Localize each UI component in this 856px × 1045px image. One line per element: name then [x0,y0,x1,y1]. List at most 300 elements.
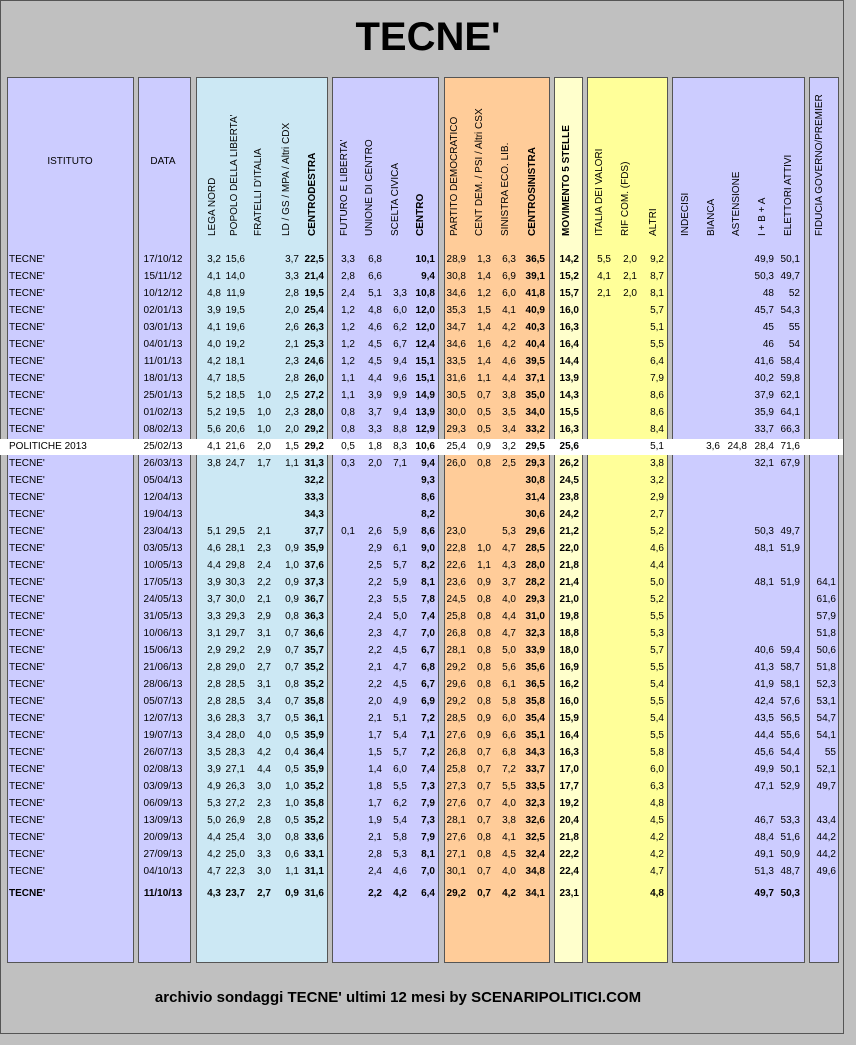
table-row-33-el: 53,3 [780,815,800,826]
table-row-0-ln: 3,2 [207,254,221,265]
table-row-22-ln: 3,1 [207,628,221,639]
table-row-31-cdcsx: 0,7 [477,781,491,792]
table-row-11-sel: 3,2 [502,441,516,452]
table-row-27-m5s: 15,9 [559,713,579,724]
table-row-36-cdx: 31,1 [304,866,324,877]
table-row-latest-sc: 4,2 [393,888,407,899]
table-row-19-data: 17/05/13 [143,577,183,588]
table-row-10-sel: 3,4 [502,424,516,435]
table-row-13-csx: 30,8 [525,475,545,486]
table-row-26-pd: 29,2 [446,696,466,707]
table-row-6-sc: 9,4 [393,356,407,367]
table-row-14-cdx: 33,3 [304,492,324,503]
column-header-cdcsx: CENT DEM. / PSI / Altri CSX [474,108,485,236]
table-row-9-cdcsx: 0,5 [477,407,491,418]
table-row-22-csx: 32,3 [525,628,545,639]
table-row-6-pdl: 18,1 [225,356,245,367]
table-row-35-csx: 32,4 [525,849,545,860]
table-row-1-fli: 2,8 [341,271,355,282]
table-row-30-cdcsx: 0,7 [477,764,491,775]
table-row-32-cdx: 35,8 [304,798,324,809]
table-row-23-fdi: 2,9 [257,645,271,656]
table-row-10-pdl: 20,6 [225,424,245,435]
table-row-28-m5s: 16,4 [559,730,579,741]
table-row-35-iba: 49,1 [754,849,774,860]
table-row-10-ist: TECNE' [9,424,45,435]
table-row-28-centro: 7,1 [421,730,435,741]
table-row-3-csx: 40,9 [525,305,545,316]
table-row-26-sel: 5,8 [502,696,516,707]
table-row-35-centro: 8,1 [421,849,435,860]
table-row-14-altri: 2,9 [650,492,664,503]
table-row-26-cdcsx: 0,8 [477,696,491,707]
table-row-11-el: 71,6 [780,441,800,452]
table-row-20-m5s: 21,0 [559,594,579,605]
table-row-8-udc: 3,9 [368,390,382,401]
table-row-25-centro: 6,7 [421,679,435,690]
column-header-altri: ALTRI [648,208,659,236]
table-row-21-udc: 2,4 [368,611,382,622]
table-row-28-udc: 1,7 [368,730,382,741]
table-row-12-sel: 2,5 [502,458,516,469]
table-row-5-cdx: 25,3 [304,339,324,350]
table-row-25-m5s: 16,2 [559,679,579,690]
table-row-3-cdcsx: 1,5 [477,305,491,316]
table-row-27-centro: 7,2 [421,713,435,724]
table-row-5-pdl: 19,2 [225,339,245,350]
table-row-27-fdi: 3,7 [257,713,271,724]
table-row-5-data: 04/01/13 [143,339,183,350]
table-row-12-iba: 32,1 [754,458,774,469]
table-row-31-pdl: 26,3 [225,781,245,792]
table-row-29-data: 26/07/13 [143,747,183,758]
table-row-11-fdi: 2,0 [257,441,271,452]
table-row-10-fli: 0,8 [341,424,355,435]
table-row-10-centro: 12,9 [415,424,435,435]
table-row-33-cdx: 35,2 [304,815,324,826]
table-row-8-cdcsx: 0,7 [477,390,491,401]
table-row-26-ln: 2,8 [207,696,221,707]
table-row-3-pd: 35,3 [446,305,466,316]
table-row-9-data: 01/02/13 [143,407,183,418]
table-row-6-ldcdx: 2,3 [285,356,299,367]
table-row-15-data: 19/04/13 [143,509,183,520]
table-row-2-cdx: 19,5 [304,288,324,299]
table-row-2-csx: 41,8 [525,288,545,299]
table-row-26-fid: 53,1 [816,696,836,707]
table-row-20-ldcdx: 0,9 [285,594,299,605]
table-row-26-fdi: 3,4 [257,696,271,707]
table-row-24-pd: 29,2 [446,662,466,673]
table-row-21-cdx: 36,3 [304,611,324,622]
table-row-15-centro: 8,2 [421,509,435,520]
table-row-23-m5s: 18,0 [559,645,579,656]
table-row-35-pd: 27,1 [446,849,466,860]
table-row-29-iba: 45,6 [754,747,774,758]
table-row-15-altri: 2,7 [650,509,664,520]
column-header-udc: UNIONE DI CENTRO [364,139,375,236]
table-row-34-ist: TECNE' [9,832,45,843]
table-row-18-altri: 4,4 [650,560,664,571]
table-row-0-rif: 2,0 [623,254,637,265]
table-row-31-el: 52,9 [780,781,800,792]
table-row-21-cdcsx: 0,8 [477,611,491,622]
table-row-6-data: 11/01/13 [143,356,183,367]
table-row-33-fid: 43,4 [816,815,836,826]
column-header-idv: ITALIA DEI VALORI [594,148,605,236]
table-row-13-ist: TECNE' [9,475,45,486]
table-row-22-cdx: 36,6 [304,628,324,639]
table-row-22-ldcdx: 0,7 [285,628,299,639]
table-row-20-fdi: 2,1 [257,594,271,605]
table-row-9-centro: 13,9 [415,407,435,418]
table-row-2-iba: 48 [762,288,774,299]
table-row-4-csx: 40,3 [525,322,545,333]
table-row-30-ldcdx: 0,5 [285,764,299,775]
table-row-9-ldcdx: 2,3 [285,407,299,418]
table-row-0-cdcsx: 1,3 [477,254,491,265]
table-row-6-cdx: 24,6 [304,356,324,367]
table-row-26-cdx: 35,8 [304,696,324,707]
table-row-18-ldcdx: 1,0 [285,560,299,571]
table-row-12-sc: 7,1 [393,458,407,469]
table-row-1-csx: 39,1 [525,271,545,282]
table-row-11-bia: 3,6 [706,441,720,452]
table-row-7-pdl: 18,5 [225,373,245,384]
table-row-latest-el: 50,3 [780,888,800,899]
table-row-5-csx: 40,4 [525,339,545,350]
table-row-latest-csx: 34,1 [525,888,545,899]
table-row-33-pdl: 26,9 [225,815,245,826]
table-row-30-fdi: 4,4 [257,764,271,775]
table-row-27-el: 56,5 [780,713,800,724]
table-row-28-el: 55,6 [780,730,800,741]
table-row-19-csx: 28,2 [525,577,545,588]
table-row-30-data: 02/08/13 [143,764,183,775]
table-row-11-altri: 5,1 [650,441,664,452]
table-row-6-sel: 4,6 [502,356,516,367]
table-row-17-ldcdx: 0,9 [285,543,299,554]
table-row-21-data: 31/05/13 [143,611,183,622]
table-row-9-altri: 8,6 [650,407,664,418]
table-row-32-data: 06/09/13 [143,798,183,809]
table-row-33-centro: 7,3 [421,815,435,826]
table-row-19-m5s: 21,4 [559,577,579,588]
table-row-19-ldcdx: 0,9 [285,577,299,588]
table-row-27-ldcdx: 0,5 [285,713,299,724]
table-row-4-ln: 4,1 [207,322,221,333]
table-row-19-pd: 23,6 [446,577,466,588]
table-row-22-fid: 51,8 [816,628,836,639]
table-row-1-idv: 4,1 [597,271,611,282]
table-row-10-pd: 29,3 [446,424,466,435]
table-row-latest-ldcdx: 0,9 [285,888,299,899]
table-row-2-data: 10/12/12 [143,288,183,299]
table-row-18-centro: 8,2 [421,560,435,571]
table-row-22-sel: 4,7 [502,628,516,639]
table-row-7-pd: 31,6 [446,373,466,384]
table-row-13-centro: 9,3 [421,475,435,486]
table-row-31-ln: 4,9 [207,781,221,792]
table-row-14-csx: 31,4 [525,492,545,503]
table-row-12-el: 67,9 [780,458,800,469]
table-row-8-ln: 5,2 [207,390,221,401]
column-header-bia: BIANCA [706,198,717,236]
table-row-latest-altri: 4,8 [650,888,664,899]
table-row-8-ist: TECNE' [9,390,45,401]
table-row-9-pdl: 19,5 [225,407,245,418]
table-row-17-csx: 28,5 [525,543,545,554]
table-row-28-fdi: 4,0 [257,730,271,741]
table-row-28-ldcdx: 0,5 [285,730,299,741]
table-row-36-ldcdx: 1,1 [285,866,299,877]
table-row-0-data: 17/10/12 [143,254,183,265]
table-row-0-altri: 9,2 [650,254,664,265]
table-row-12-cdcsx: 0,8 [477,458,491,469]
table-row-25-csx: 36,5 [525,679,545,690]
table-row-8-iba: 37,9 [754,390,774,401]
table-row-8-pdl: 18,5 [225,390,245,401]
table-row-24-sel: 5,6 [502,662,516,673]
table-row-6-csx: 39,5 [525,356,545,367]
table-row-5-udc: 4,5 [368,339,382,350]
table-row-4-m5s: 16,3 [559,322,579,333]
table-row-4-udc: 4,6 [368,322,382,333]
table-row-22-sc: 4,7 [393,628,407,639]
table-row-25-ln: 2,8 [207,679,221,690]
table-row-21-fdi: 2,9 [257,611,271,622]
table-row-30-pd: 25,8 [446,764,466,775]
table-row-20-sel: 4,0 [502,594,516,605]
table-row-4-centro: 12,0 [415,322,435,333]
table-row-5-sel: 4,2 [502,339,516,350]
table-row-27-data: 12/07/13 [143,713,183,724]
table-row-3-sc: 6,0 [393,305,407,316]
table-row-18-csx: 28,0 [525,560,545,571]
table-row-11-cdx: 29,2 [304,441,324,452]
table-row-28-data: 19/07/13 [143,730,183,741]
table-row-16-sc: 5,9 [393,526,407,537]
table-row-17-ist: TECNE' [9,543,45,554]
table-row-4-sel: 4,2 [502,322,516,333]
table-row-32-csx: 32,3 [525,798,545,809]
table-row-15-cdx: 34,3 [304,509,324,520]
table-row-27-fid: 54,7 [816,713,836,724]
table-row-31-m5s: 17,7 [559,781,579,792]
table-row-11-m5s: 25,6 [559,441,579,452]
table-row-3-altri: 5,7 [650,305,664,316]
table-row-7-ldcdx: 2,8 [285,373,299,384]
table-row-6-m5s: 14,4 [559,356,579,367]
table-row-26-data: 05/07/13 [143,696,183,707]
table-row-16-pd: 23,0 [446,526,466,537]
table-row-36-ist: TECNE' [9,866,45,877]
table-row-5-iba: 46 [762,339,774,350]
table-row-6-iba: 41,6 [754,356,774,367]
table-row-3-centro: 12,0 [415,305,435,316]
table-row-1-altri: 8,7 [650,271,664,282]
table-row-34-udc: 2,1 [368,832,382,843]
table-row-26-ldcdx: 0,7 [285,696,299,707]
table-row-latest-ln: 4,3 [207,888,221,899]
table-row-6-ln: 4,2 [207,356,221,367]
table-row-5-altri: 5,5 [650,339,664,350]
table-row-30-ist: TECNE' [9,764,45,775]
table-row-34-fid: 44,2 [816,832,836,843]
table-row-3-pdl: 19,5 [225,305,245,316]
table-row-27-sel: 6,0 [502,713,516,724]
table-row-33-csx: 32,6 [525,815,545,826]
table-row-25-ist: TECNE' [9,679,45,690]
table-row-22-pd: 26,8 [446,628,466,639]
table-row-latest-m5s: 23,1 [559,888,579,899]
table-row-latest-fdi: 2,7 [257,888,271,899]
table-row-30-udc: 1,4 [368,764,382,775]
table-row-17-altri: 4,6 [650,543,664,554]
table-row-29-ln: 3,5 [207,747,221,758]
table-row-28-fid: 54,1 [816,730,836,741]
table-row-15-csx: 30,6 [525,509,545,520]
table-row-34-csx: 32,5 [525,832,545,843]
table-row-1-el: 49,7 [780,271,800,282]
table-row-23-pd: 28,1 [446,645,466,656]
table-row-26-altri: 5,5 [650,696,664,707]
table-row-10-data: 08/02/13 [143,424,183,435]
table-row-20-cdcsx: 0,8 [477,594,491,605]
table-row-0-cdx: 22,5 [304,254,324,265]
table-row-31-pd: 27,3 [446,781,466,792]
table-row-8-sel: 3,8 [502,390,516,401]
table-row-32-ln: 5,3 [207,798,221,809]
table-row-31-sel: 5,5 [502,781,516,792]
table-row-18-pdl: 29,8 [225,560,245,571]
table-row-2-pd: 34,6 [446,288,466,299]
table-row-11-csx: 29,5 [525,441,545,452]
table-row-9-sel: 3,5 [502,407,516,418]
table-row-16-udc: 2,6 [368,526,382,537]
table-row-31-iba: 47,1 [754,781,774,792]
table-row-31-fdi: 3,0 [257,781,271,792]
table-row-26-m5s: 16,0 [559,696,579,707]
table-row-8-altri: 8,6 [650,390,664,401]
table-row-9-sc: 9,4 [393,407,407,418]
table-row-18-ist: TECNE' [9,560,45,571]
table-row-9-udc: 3,7 [368,407,382,418]
table-row-20-sc: 5,5 [393,594,407,605]
table-row-19-cdcsx: 0,9 [477,577,491,588]
table-row-23-centro: 6,7 [421,645,435,656]
table-row-31-ist: TECNE' [9,781,45,792]
table-row-23-sc: 4,5 [393,645,407,656]
table-row-25-sel: 6,1 [502,679,516,690]
table-row-23-ldcdx: 0,7 [285,645,299,656]
table-row-24-fdi: 2,7 [257,662,271,673]
table-row-1-iba: 50,3 [754,271,774,282]
table-row-22-cdcsx: 0,8 [477,628,491,639]
table-row-8-ldcdx: 2,5 [285,390,299,401]
table-row-19-iba: 48,1 [754,577,774,588]
table-row-7-cdcsx: 1,1 [477,373,491,384]
table-row-28-cdcsx: 0,9 [477,730,491,741]
table-row-19-el: 51,9 [780,577,800,588]
table-row-29-ist: TECNE' [9,747,45,758]
table-row-20-altri: 5,2 [650,594,664,605]
page-title: TECNE' [355,15,501,59]
table-row-20-centro: 7,8 [421,594,435,605]
table-row-17-iba: 48,1 [754,543,774,554]
table-row-28-sel: 6,6 [502,730,516,741]
table-row-30-ln: 3,9 [207,764,221,775]
table-row-24-sc: 4,7 [393,662,407,673]
table-row-latest-cdcsx: 0,7 [477,888,491,899]
table-row-9-fli: 0,8 [341,407,355,418]
table-row-30-iba: 49,9 [754,764,774,775]
table-row-30-csx: 33,7 [525,764,545,775]
table-row-25-sc: 4,5 [393,679,407,690]
table-row-6-ist: TECNE' [9,356,45,367]
column-header-ist: ISTITUTO [47,156,93,167]
table-row-16-fdi: 2,1 [257,526,271,537]
table-row-5-ldcdx: 2,1 [285,339,299,350]
table-row-latest-cdx: 31,6 [304,888,324,899]
table-row-27-pdl: 28,3 [225,713,245,724]
table-row-2-idv: 2,1 [597,288,611,299]
table-row-4-ldcdx: 2,6 [285,322,299,333]
table-row-9-fdi: 1,0 [257,407,271,418]
table-row-18-sc: 5,7 [393,560,407,571]
table-row-29-pd: 26,8 [446,747,466,758]
table-row-7-csx: 37,1 [525,373,545,384]
table-row-10-cdcsx: 0,5 [477,424,491,435]
table-row-18-ln: 4,4 [207,560,221,571]
column-header-ln: LEGA NORD [207,177,218,236]
table-row-34-centro: 7,9 [421,832,435,843]
table-row-19-udc: 2,2 [368,577,382,588]
table-row-29-sel: 6,8 [502,747,516,758]
table-row-31-altri: 6,3 [650,781,664,792]
table-row-21-sc: 5,0 [393,611,407,622]
table-row-17-fdi: 2,3 [257,543,271,554]
table-row-26-iba: 42,4 [754,696,774,707]
table-row-18-udc: 2,5 [368,560,382,571]
table-row-16-altri: 5,2 [650,526,664,537]
table-row-1-pdl: 14,0 [225,271,245,282]
footer-credit: archivio sondaggi TECNE' ultimi 12 mesi by SCENARIPOLITICI.COM [154,989,642,1006]
table-row-0-ist: TECNE' [9,254,45,265]
column-header-ind: INDECISI [680,192,691,236]
table-row-10-m5s: 16,3 [559,424,579,435]
table-row-30-pdl: 27,1 [225,764,245,775]
table-row-26-udc: 2,0 [368,696,382,707]
table-row-23-csx: 33,9 [525,645,545,656]
table-row-36-centro: 7,0 [421,866,435,877]
table-row-0-centro: 10,1 [415,254,435,265]
table-row-33-ist: TECNE' [9,815,45,826]
table-row-8-data: 25/01/13 [143,390,183,401]
table-row-0-pd: 28,9 [446,254,466,265]
table-row-4-pdl: 19,6 [225,322,245,333]
table-row-17-pdl: 28,1 [225,543,245,554]
table-row-29-ldcdx: 0,4 [285,747,299,758]
table-row-11-data: 25/02/13 [143,441,183,452]
table-row-9-iba: 35,9 [754,407,774,418]
table-row-18-cdcsx: 1,1 [477,560,491,571]
table-row-33-udc: 1,9 [368,815,382,826]
table-row-10-udc: 3,3 [368,424,382,435]
table-row-25-cdx: 35,2 [304,679,324,690]
table-row-19-sel: 3,7 [502,577,516,588]
column-header-pd: PARTITO DEMOCRATICO [449,116,460,236]
